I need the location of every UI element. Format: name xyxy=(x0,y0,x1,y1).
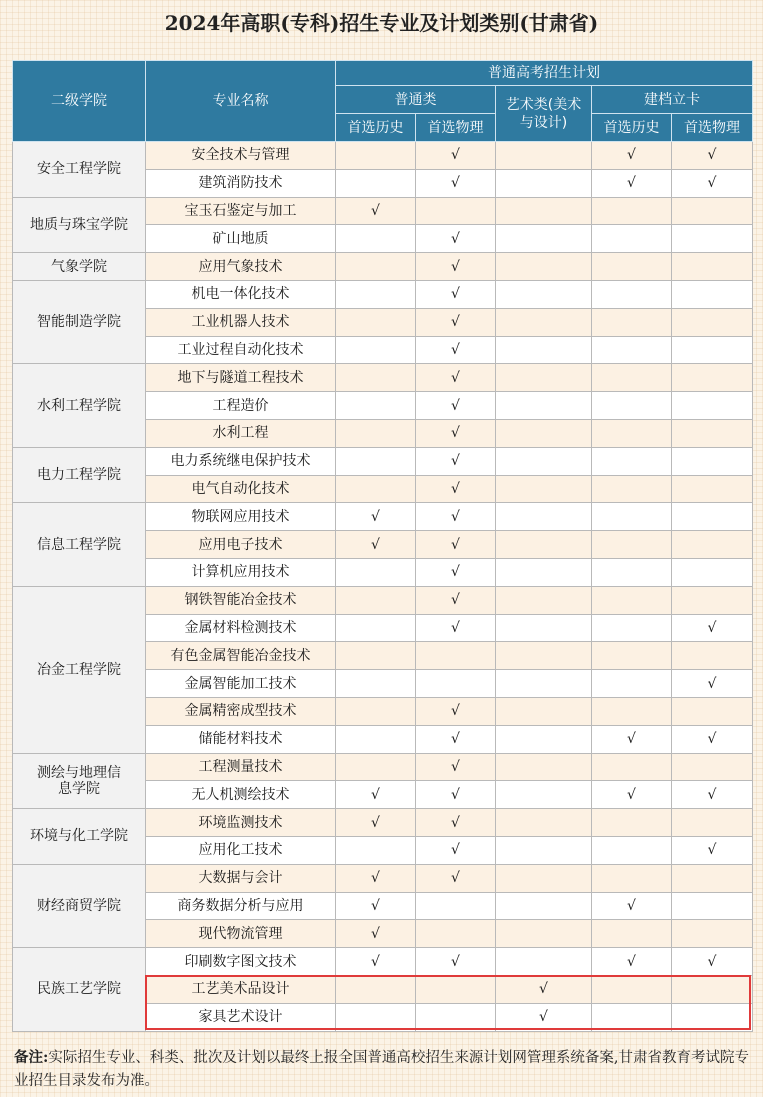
mark-cell xyxy=(336,753,416,781)
major-cell: 工艺美术品设计 xyxy=(146,975,336,1003)
mark-cell xyxy=(336,836,416,864)
header-filed-card: 建档立卡 xyxy=(592,86,753,114)
mark-cell xyxy=(672,253,753,281)
mark-cell xyxy=(592,586,672,614)
major-cell: 现代物流管理 xyxy=(146,920,336,948)
table-body xyxy=(13,142,753,1032)
major-cell: 宝玉石鉴定与加工 xyxy=(146,197,336,225)
college-cell: 智能制造学院 xyxy=(13,280,146,363)
college-cell: 财经商贸学院 xyxy=(13,864,146,947)
major-cell: 有色金属智能冶金技术 xyxy=(146,642,336,670)
mark-cell xyxy=(672,642,753,670)
mark-cell: √ xyxy=(336,531,416,559)
enrollment-table-wrapper xyxy=(12,60,752,1032)
college-cell: 地质与珠宝学院 xyxy=(13,197,146,253)
major-cell: 钢铁智能冶金技术 xyxy=(146,586,336,614)
mark-cell: √ xyxy=(336,809,416,837)
mark-cell xyxy=(336,670,416,698)
mark-cell xyxy=(672,392,753,420)
mark-cell: √ xyxy=(416,308,496,336)
mark-cell xyxy=(592,503,672,531)
mark-cell: √ xyxy=(336,864,416,892)
mark-cell: √ xyxy=(416,280,496,308)
mark-cell: √ xyxy=(336,948,416,976)
page-title: 2024年高职(专科)招生专业及计划类别(甘肃省) xyxy=(164,11,599,35)
mark-cell xyxy=(496,558,592,586)
mark-cell xyxy=(496,781,592,809)
header-general: 普通类 xyxy=(336,86,496,114)
mark-cell xyxy=(672,447,753,475)
mark-cell xyxy=(672,975,753,1003)
mark-cell xyxy=(672,197,753,225)
major-cell: 计算机应用技术 xyxy=(146,558,336,586)
major-cell: 大数据与会计 xyxy=(146,864,336,892)
mark-cell xyxy=(496,308,592,336)
major-cell: 应用电子技术 xyxy=(146,531,336,559)
mark-cell: √ xyxy=(336,781,416,809)
footnote xyxy=(14,1046,754,1093)
mark-cell xyxy=(592,920,672,948)
mark-cell xyxy=(496,392,592,420)
footnote-label: 备注: xyxy=(14,1049,49,1066)
major-cell: 金属精密成型技术 xyxy=(146,697,336,725)
mark-cell: √ xyxy=(416,364,496,392)
major-cell: 水利工程 xyxy=(146,419,336,447)
mark-cell xyxy=(496,864,592,892)
mark-cell xyxy=(336,392,416,420)
table-row xyxy=(13,197,753,225)
mark-cell xyxy=(416,1003,496,1031)
mark-cell: √ xyxy=(416,558,496,586)
major-cell: 商务数据分析与应用 xyxy=(146,892,336,920)
college-cell: 安全工程学院 xyxy=(13,142,146,198)
college-cell: 信息工程学院 xyxy=(13,503,146,586)
mark-cell xyxy=(592,197,672,225)
mark-cell: √ xyxy=(496,1003,592,1031)
mark-cell xyxy=(672,225,753,253)
header-plan: 普通高考招生计划 xyxy=(336,61,753,86)
mark-cell xyxy=(496,809,592,837)
mark-cell: √ xyxy=(416,697,496,725)
major-cell: 机电一体化技术 xyxy=(146,280,336,308)
mark-cell xyxy=(496,253,592,281)
mark-cell xyxy=(672,503,753,531)
enrollment-table xyxy=(12,60,753,1032)
mark-cell xyxy=(336,169,416,197)
mark-cell: √ xyxy=(416,725,496,753)
college-cell: 测绘与地理信息学院 xyxy=(13,753,146,809)
header-filed-history: 首选历史 xyxy=(592,114,672,142)
mark-cell xyxy=(496,280,592,308)
mark-cell: √ xyxy=(416,586,496,614)
table-row xyxy=(13,280,753,308)
mark-cell xyxy=(496,586,592,614)
table-row xyxy=(13,864,753,892)
college-cell: 水利工程学院 xyxy=(13,364,146,447)
mark-cell: √ xyxy=(592,169,672,197)
mark-cell xyxy=(672,558,753,586)
mark-cell xyxy=(496,836,592,864)
mark-cell: √ xyxy=(416,169,496,197)
mark-cell: √ xyxy=(416,225,496,253)
mark-cell xyxy=(496,503,592,531)
mark-cell xyxy=(672,419,753,447)
mark-cell xyxy=(592,225,672,253)
header-college: 二级学院 xyxy=(13,61,146,142)
mark-cell xyxy=(592,670,672,698)
mark-cell: √ xyxy=(672,142,753,170)
header-filed-physics: 首选物理 xyxy=(672,114,753,142)
major-cell: 应用化工技术 xyxy=(146,836,336,864)
major-cell: 工程造价 xyxy=(146,392,336,420)
mark-cell: √ xyxy=(416,419,496,447)
mark-cell: √ xyxy=(336,197,416,225)
table-row xyxy=(13,447,753,475)
mark-cell xyxy=(496,614,592,642)
table-row xyxy=(13,586,753,614)
mark-cell: √ xyxy=(672,614,753,642)
mark-cell xyxy=(336,447,416,475)
table-row xyxy=(13,809,753,837)
mark-cell xyxy=(416,642,496,670)
mark-cell xyxy=(496,447,592,475)
mark-cell xyxy=(672,586,753,614)
major-cell: 地下与隧道工程技术 xyxy=(146,364,336,392)
mark-cell xyxy=(592,642,672,670)
mark-cell xyxy=(672,280,753,308)
mark-cell xyxy=(496,197,592,225)
mark-cell: √ xyxy=(592,781,672,809)
major-cell: 印刷数字图文技术 xyxy=(146,948,336,976)
college-cell: 环境与化工学院 xyxy=(13,809,146,865)
mark-cell xyxy=(416,975,496,1003)
mark-cell: √ xyxy=(336,503,416,531)
mark-cell: √ xyxy=(672,169,753,197)
mark-cell xyxy=(336,697,416,725)
mark-cell xyxy=(672,531,753,559)
mark-cell xyxy=(336,280,416,308)
mark-cell xyxy=(496,364,592,392)
mark-cell xyxy=(592,364,672,392)
mark-cell xyxy=(592,975,672,1003)
mark-cell xyxy=(496,142,592,170)
mark-cell xyxy=(672,364,753,392)
mark-cell xyxy=(672,1003,753,1031)
mark-cell xyxy=(592,419,672,447)
mark-cell xyxy=(672,892,753,920)
mark-cell: √ xyxy=(336,892,416,920)
major-cell: 环境监测技术 xyxy=(146,809,336,837)
mark-cell xyxy=(496,336,592,364)
mark-cell xyxy=(592,253,672,281)
mark-cell xyxy=(416,670,496,698)
mark-cell xyxy=(496,642,592,670)
header-art: 艺术类(美术与设计) xyxy=(496,86,592,142)
mark-cell xyxy=(496,697,592,725)
mark-cell: √ xyxy=(416,447,496,475)
mark-cell: √ xyxy=(416,753,496,781)
major-cell: 金属智能加工技术 xyxy=(146,670,336,698)
mark-cell xyxy=(592,531,672,559)
mark-cell xyxy=(592,1003,672,1031)
major-cell: 矿山地质 xyxy=(146,225,336,253)
major-cell: 储能材料技术 xyxy=(146,725,336,753)
mark-cell: √ xyxy=(416,809,496,837)
mark-cell: √ xyxy=(416,392,496,420)
mark-cell: √ xyxy=(416,253,496,281)
mark-cell: √ xyxy=(416,864,496,892)
mark-cell xyxy=(496,892,592,920)
mark-cell xyxy=(336,142,416,170)
mark-cell xyxy=(592,614,672,642)
mark-cell xyxy=(592,864,672,892)
mark-cell: √ xyxy=(416,836,496,864)
college-cell: 冶金工程学院 xyxy=(13,586,146,753)
mark-cell xyxy=(672,475,753,503)
mark-cell: √ xyxy=(672,948,753,976)
table-row xyxy=(13,753,753,781)
table-row xyxy=(13,364,753,392)
major-cell: 建筑消防技术 xyxy=(146,169,336,197)
mark-cell xyxy=(592,697,672,725)
mark-cell xyxy=(496,725,592,753)
table-row xyxy=(13,142,753,170)
mark-cell xyxy=(496,475,592,503)
mark-cell xyxy=(592,753,672,781)
mark-cell xyxy=(336,475,416,503)
table-row xyxy=(13,253,753,281)
mark-cell: √ xyxy=(592,948,672,976)
mark-cell: √ xyxy=(672,781,753,809)
mark-cell: √ xyxy=(672,670,753,698)
major-cell: 工业过程自动化技术 xyxy=(146,336,336,364)
mark-cell xyxy=(336,419,416,447)
mark-cell xyxy=(592,336,672,364)
mark-cell xyxy=(592,280,672,308)
mark-cell xyxy=(336,642,416,670)
table-row xyxy=(13,948,753,976)
mark-cell xyxy=(592,836,672,864)
mark-cell xyxy=(336,725,416,753)
header-general-physics: 首选物理 xyxy=(416,114,496,142)
major-cell: 金属材料检测技术 xyxy=(146,614,336,642)
college-cell: 气象学院 xyxy=(13,253,146,281)
mark-cell xyxy=(672,697,753,725)
mark-cell xyxy=(416,197,496,225)
college-cell: 电力工程学院 xyxy=(13,447,146,503)
mark-cell xyxy=(336,975,416,1003)
header-general-history: 首选历史 xyxy=(336,114,416,142)
mark-cell xyxy=(496,225,592,253)
major-cell: 电力系统继电保护技术 xyxy=(146,447,336,475)
mark-cell xyxy=(672,336,753,364)
mark-cell: √ xyxy=(416,142,496,170)
mark-cell: √ xyxy=(592,892,672,920)
mark-cell xyxy=(336,336,416,364)
mark-cell xyxy=(496,419,592,447)
mark-cell: √ xyxy=(336,920,416,948)
major-cell: 物联网应用技术 xyxy=(146,503,336,531)
mark-cell xyxy=(496,531,592,559)
mark-cell xyxy=(416,920,496,948)
mark-cell: √ xyxy=(672,725,753,753)
mark-cell: √ xyxy=(416,531,496,559)
college-cell: 民族工艺学院 xyxy=(13,948,146,1031)
mark-cell: √ xyxy=(672,836,753,864)
mark-cell: √ xyxy=(416,614,496,642)
mark-cell xyxy=(672,753,753,781)
major-cell: 无人机测绘技术 xyxy=(146,781,336,809)
major-cell: 电气自动化技术 xyxy=(146,475,336,503)
mark-cell xyxy=(336,225,416,253)
mark-cell: √ xyxy=(416,336,496,364)
mark-cell xyxy=(336,253,416,281)
mark-cell: √ xyxy=(416,503,496,531)
table-row xyxy=(13,503,753,531)
mark-cell xyxy=(672,920,753,948)
mark-cell xyxy=(336,1003,416,1031)
mark-cell xyxy=(592,447,672,475)
mark-cell: √ xyxy=(416,781,496,809)
mark-cell xyxy=(496,670,592,698)
footnote-text: 实际招生专业、科类、批次及计划以最终上报全国普通高校招生来源计划网管理系统备案,甘肃省教育考试院专业招生目录发布为准。 xyxy=(14,1050,749,1089)
mark-cell xyxy=(336,558,416,586)
mark-cell xyxy=(672,809,753,837)
mark-cell xyxy=(672,864,753,892)
major-cell: 工程测量技术 xyxy=(146,753,336,781)
mark-cell xyxy=(496,920,592,948)
mark-cell: √ xyxy=(592,725,672,753)
mark-cell: √ xyxy=(496,975,592,1003)
header-major: 专业名称 xyxy=(146,61,336,142)
major-cell: 应用气象技术 xyxy=(146,253,336,281)
mark-cell: √ xyxy=(416,475,496,503)
mark-cell xyxy=(672,308,753,336)
mark-cell xyxy=(592,558,672,586)
mark-cell: √ xyxy=(416,948,496,976)
mark-cell xyxy=(336,364,416,392)
mark-cell: √ xyxy=(592,142,672,170)
mark-cell xyxy=(416,892,496,920)
major-cell: 安全技术与管理 xyxy=(146,142,336,170)
mark-cell xyxy=(496,948,592,976)
mark-cell xyxy=(592,809,672,837)
mark-cell xyxy=(336,308,416,336)
major-cell: 工业机器人技术 xyxy=(146,308,336,336)
mark-cell xyxy=(496,169,592,197)
mark-cell xyxy=(592,392,672,420)
mark-cell xyxy=(592,308,672,336)
mark-cell xyxy=(336,586,416,614)
mark-cell xyxy=(336,614,416,642)
mark-cell xyxy=(496,753,592,781)
mark-cell xyxy=(592,475,672,503)
major-cell: 家具艺术设计 xyxy=(146,1003,336,1031)
